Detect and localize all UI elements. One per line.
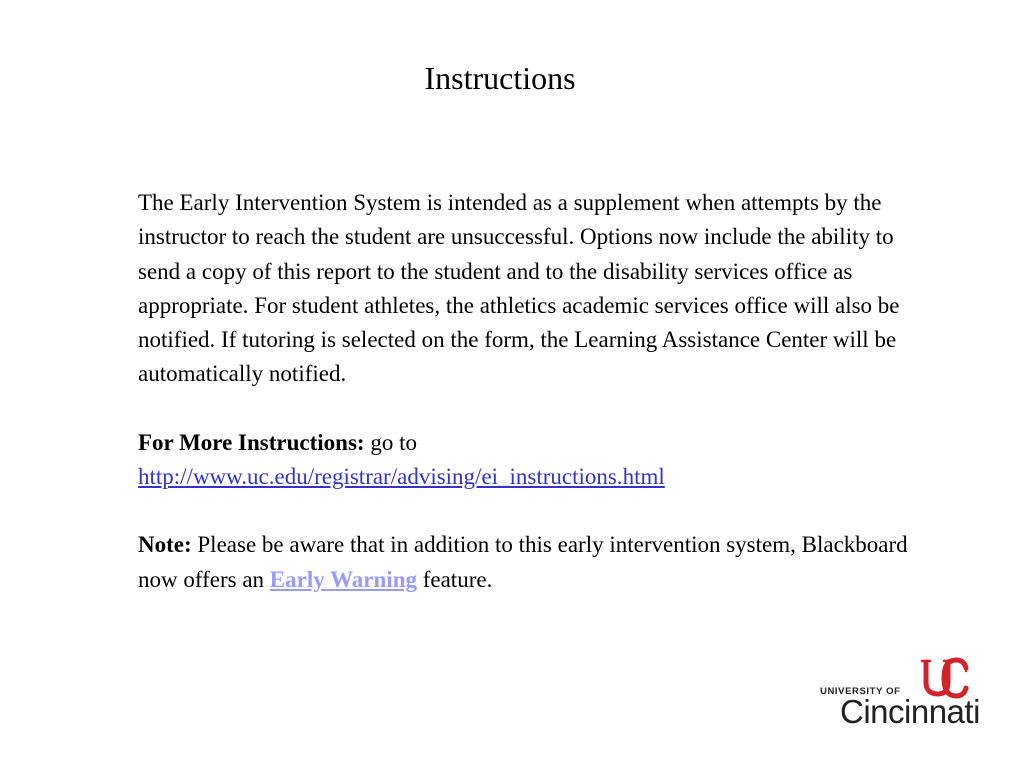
more-instructions-text: go to xyxy=(364,429,417,455)
note-label: Note: xyxy=(138,532,192,558)
note-paragraph xyxy=(138,528,938,597)
intro-paragraph: The Early Intervention System is intended as a supplement when attempts by the instructor to reach the student are unsuccessful. Options now include the ability to send a copy of this report to the student and to the disability services office as appropriate. For student athletes, the athletics academic services office will also be notified. If tutoring is selected on the form, the Learning Assistance Center will be automatically notified. xyxy=(138,190,900,387)
spacer xyxy=(138,392,938,426)
early-warning-link[interactable]: Early Warning xyxy=(269,566,417,592)
more-instructions-label: For More Instructions: xyxy=(138,429,365,455)
more-instructions-paragraph xyxy=(138,426,938,495)
note-text-before: Please be aware that in addition to this early intervention system, Blackboard now offers an xyxy=(138,532,908,592)
slide-body xyxy=(138,186,938,597)
logo-cincinnati-text: Cincinnati xyxy=(840,693,980,730)
spacer xyxy=(138,494,938,528)
note-text-after: feature. xyxy=(416,566,493,592)
instructions-url-link[interactable]: http://www.uc.edu/registrar/advising/ei_instructions.html xyxy=(138,464,665,490)
university-of-cincinnati-logo xyxy=(818,656,982,732)
slide-title: Instructions xyxy=(424,60,576,96)
logo-university-of-text: UNIVERSITY OF xyxy=(820,686,901,697)
